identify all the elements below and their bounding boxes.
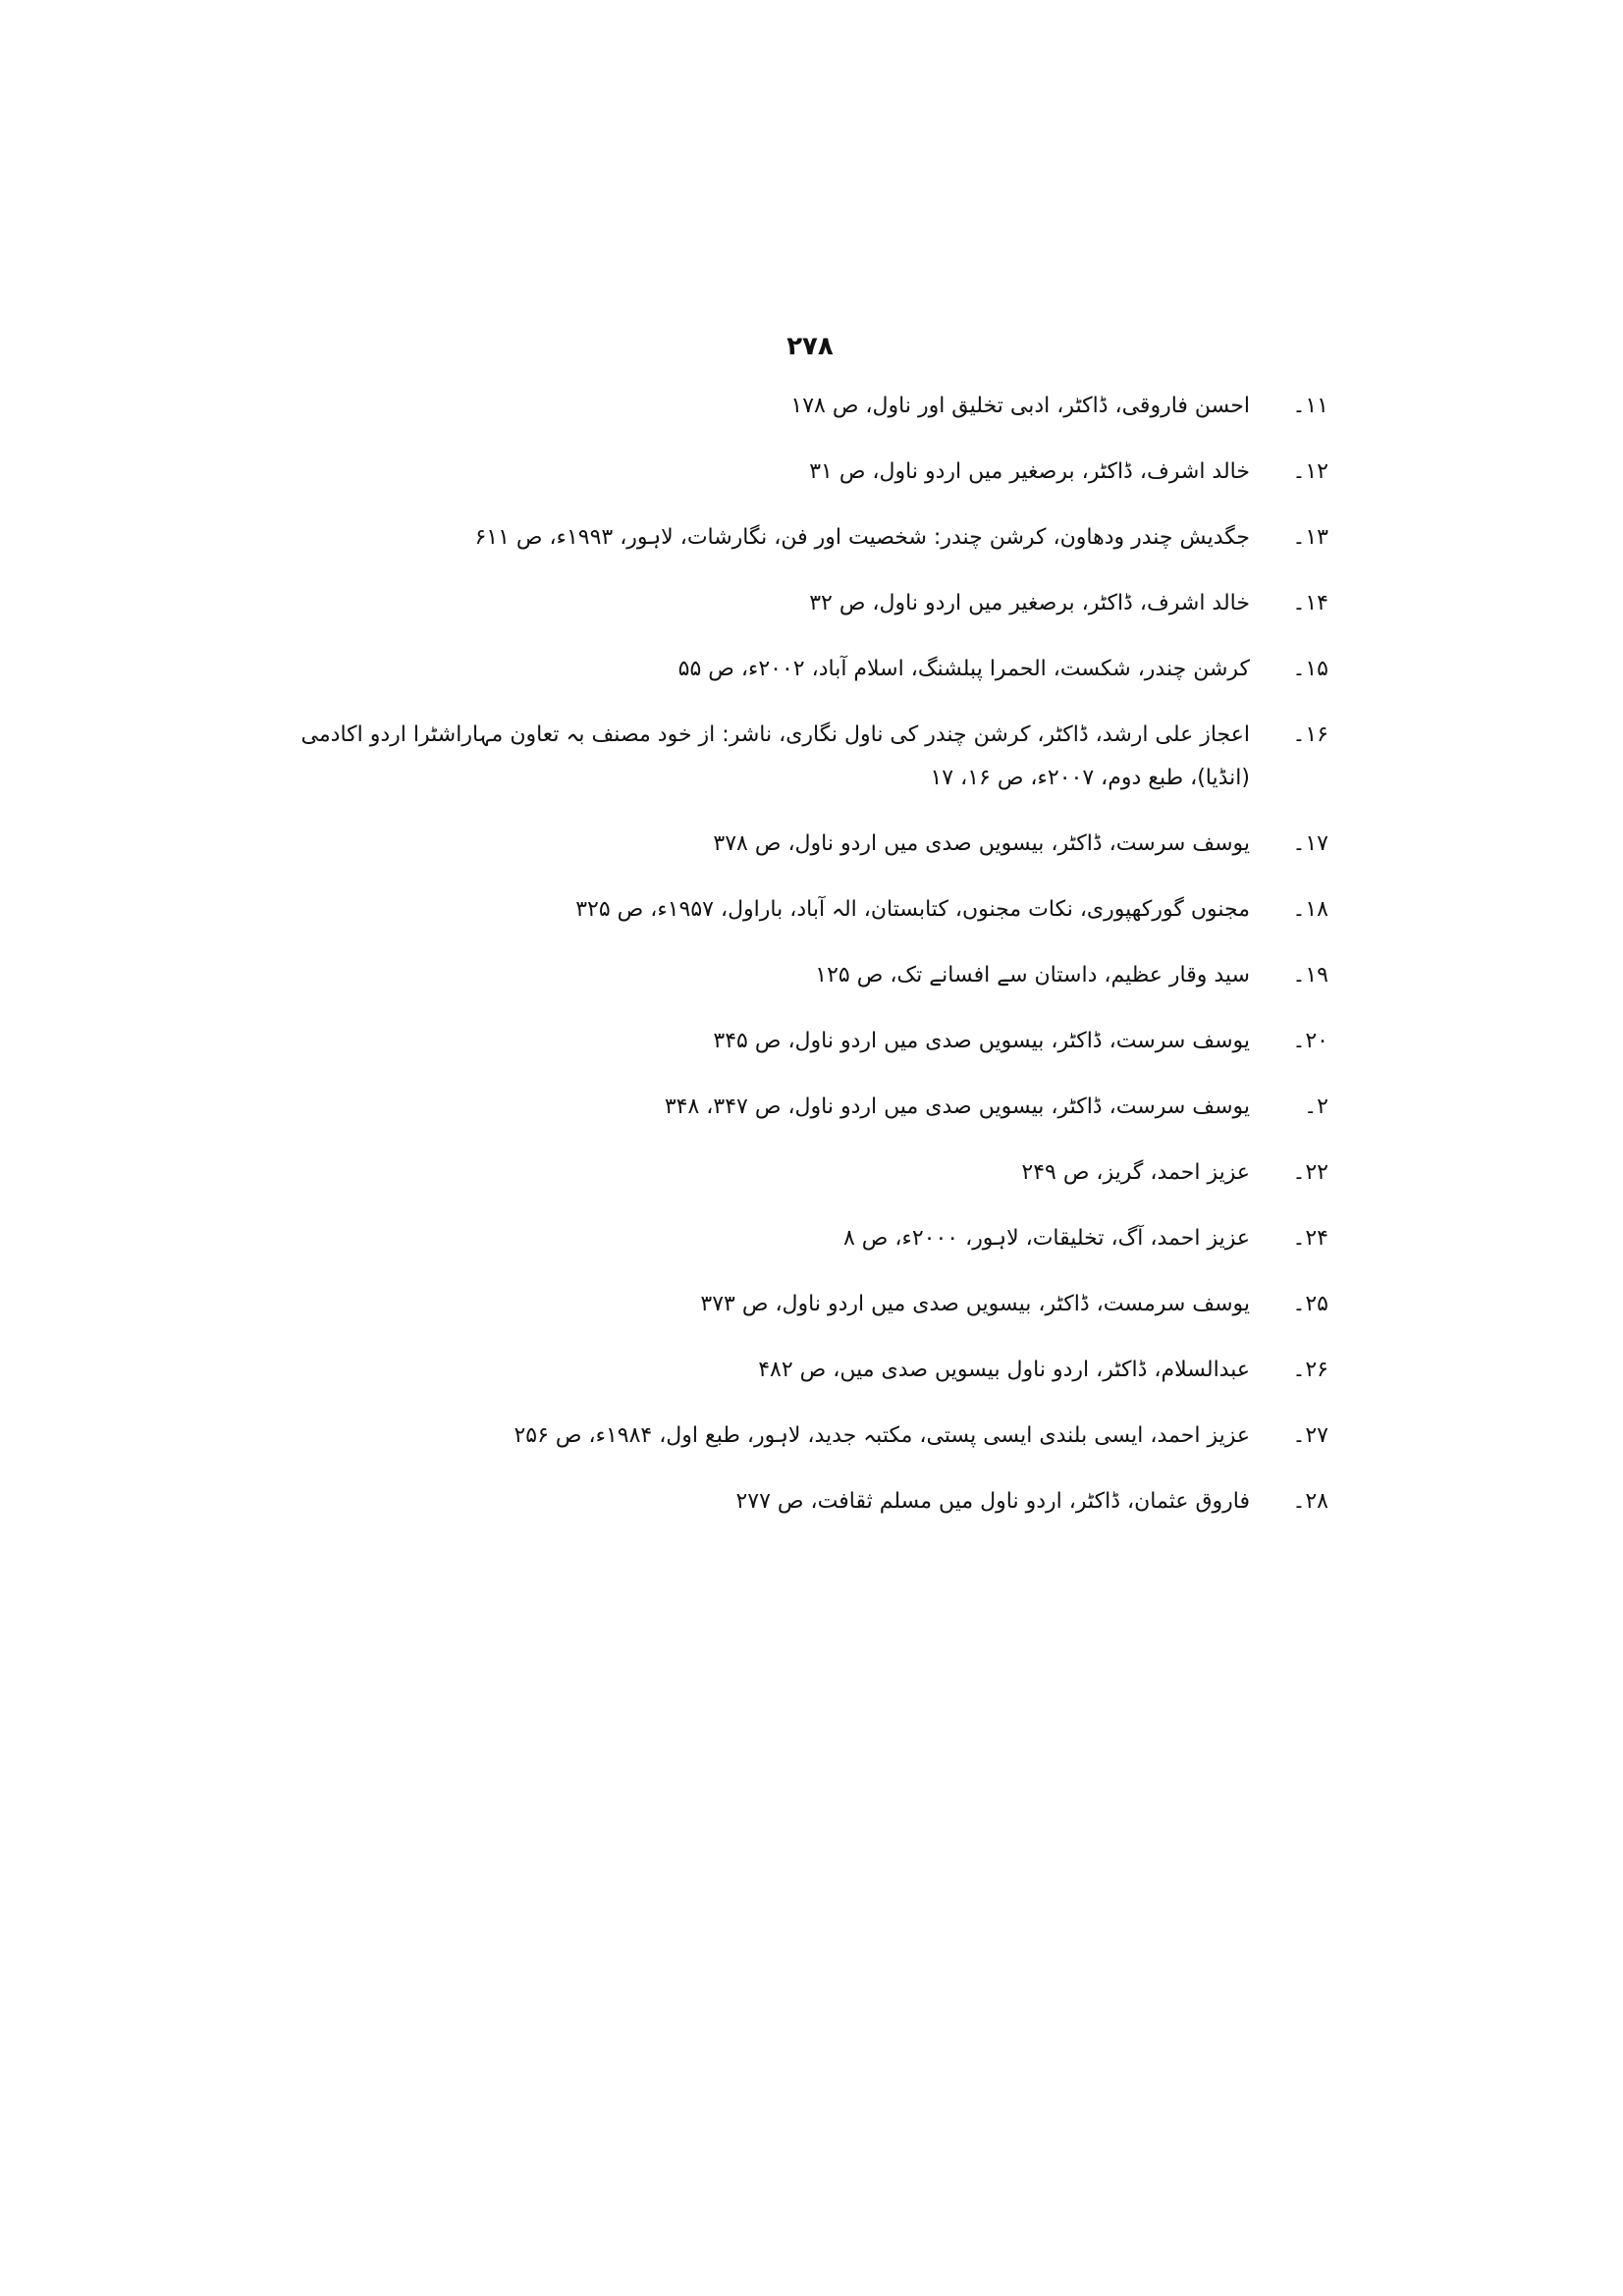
endnote-text: سید وقار عظیم، داستان سے افسانے تک، ص ۱۲۵ <box>815 963 1250 988</box>
endnote <box>288 648 1328 691</box>
endnote-number: ۱۵۔ <box>1292 657 1328 681</box>
endnote-text: عزیز احمد، ایسی بلندی ایسی پستی، مکتبہ جدید، لاہور، طبع اول، ۱۹۸۴ء، ص ۲۵۶ <box>514 1423 1250 1448</box>
endnote <box>288 1151 1328 1195</box>
endnote-number: ۲۶۔ <box>1292 1358 1328 1382</box>
endnote-text: اعجاز علی ارشد، ڈاکٹر، کرشن چندر کی ناول نگاری، ناشر: از خود مصنف بہ تعاون مہاراشٹرا اردو اکادمی (انڈیا)، طبع دوم، ۲۰۰۷ء، ص ۱۶، ۱۷ <box>300 722 1250 790</box>
endnote <box>288 823 1328 866</box>
endnote <box>288 1415 1328 1458</box>
endnote-text: یوسف سرست، ڈاکٹر، بیسویں صدی میں اردو ناول، ص ۳۷۸ <box>713 831 1250 856</box>
endnote <box>288 451 1328 494</box>
endnote <box>288 1480 1328 1523</box>
endnote-number: ۲۸۔ <box>1292 1489 1328 1514</box>
page-number: ۲۷۸ <box>786 332 834 361</box>
endnote <box>288 385 1328 428</box>
endnote-text: فاروق عثمان، ڈاکٹر، اردو ناول میں مسلم ثقافت، ص ۲۷۷ <box>735 1489 1250 1514</box>
endnote <box>288 714 1328 800</box>
endnote-number: ۲۰۔ <box>1292 1029 1328 1053</box>
endnote-number: ۱۱۔ <box>1292 394 1328 418</box>
endnote-number: ۱۶۔ <box>1292 722 1328 747</box>
endnote-number: ۱۳۔ <box>1292 525 1328 550</box>
endnote-number: ۱۲۔ <box>1292 459 1328 484</box>
endnote-text: یوسف سرست، ڈاکٹر، بیسویں صدی میں اردو ناول، ص ۳۴۵ <box>713 1029 1250 1053</box>
endnote <box>288 1086 1328 1129</box>
endnote-text: احسن فاروقی، ڈاکٹر، ادبی تخلیق اور ناول، ص ۱۷۸ <box>790 394 1250 418</box>
endnote-text: جگدیش چندر ودھاون، کرشن چندر: شخصیت اور فن، نگارشات، لاہور، ۱۹۹۳ء، ص ۶۱۱ <box>474 525 1250 550</box>
endnote <box>288 516 1328 560</box>
endnote-text: عزیز احمد، آگ، تخلیقات، لاہور، ۲۰۰۰ء، ص ۸ <box>842 1226 1250 1251</box>
endnote-text: مجنوں گورکھپوری، نکات مجنوں، کتابستان، الہ آباد، باراول، ۱۹۵۷ء، ص ۳۲۵ <box>575 897 1250 922</box>
endnote-text: خالد اشرف، ڈاکٹر، برصغیر میں اردو ناول، ص ۳۲ <box>809 591 1250 615</box>
endnote <box>288 954 1328 997</box>
endnote-text: یوسف سرست، ڈاکٹر، بیسویں صدی میں اردو ناول، ص ۳۴۷، ۳۴۸ <box>664 1095 1250 1119</box>
endnote <box>288 1349 1328 1392</box>
endnote-text: کرشن چندر، شکست، الحمرا پبلشنگ، اسلام آباد، ۲۰۰۲ء، ص ۵۵ <box>677 657 1250 681</box>
endnote-number: ۲۷۔ <box>1292 1423 1328 1448</box>
endnote-number: ۲۴۔ <box>1292 1226 1328 1251</box>
endnote-number: ۱۸۔ <box>1292 897 1328 922</box>
endnote-number: ۱۹۔ <box>1292 963 1328 988</box>
endnote <box>288 888 1328 932</box>
endnote-text: خالد اشرف، ڈاکٹر، برصغیر میں اردو ناول، ص ۳۱ <box>809 459 1250 484</box>
endnote-number: ۱۷۔ <box>1292 831 1328 856</box>
endnote <box>288 582 1328 625</box>
endnote-number: ۲۲۔ <box>1292 1160 1328 1185</box>
endnote-number: ۲۵۔ <box>1292 1292 1328 1316</box>
endnote <box>288 1020 1328 1063</box>
endnote-number: ۱۴۔ <box>1292 591 1328 615</box>
endnote <box>288 1283 1328 1326</box>
endnote-text: عزیز احمد، گریز، ص ۲۴۹ <box>1021 1160 1250 1185</box>
endnotes-list <box>288 385 1328 1546</box>
endnote-number: ۲۔ <box>1304 1095 1328 1119</box>
endnote-text: یوسف سرمست، ڈاکٹر، بیسویں صدی میں اردو ناول، ص ۳۷۳ <box>700 1292 1250 1316</box>
endnote-text: عبدالسلام، ڈاکٹر، اردو ناول بیسویں صدی میں، ص ۴۸۲ <box>758 1358 1250 1382</box>
endnote <box>288 1217 1328 1260</box>
